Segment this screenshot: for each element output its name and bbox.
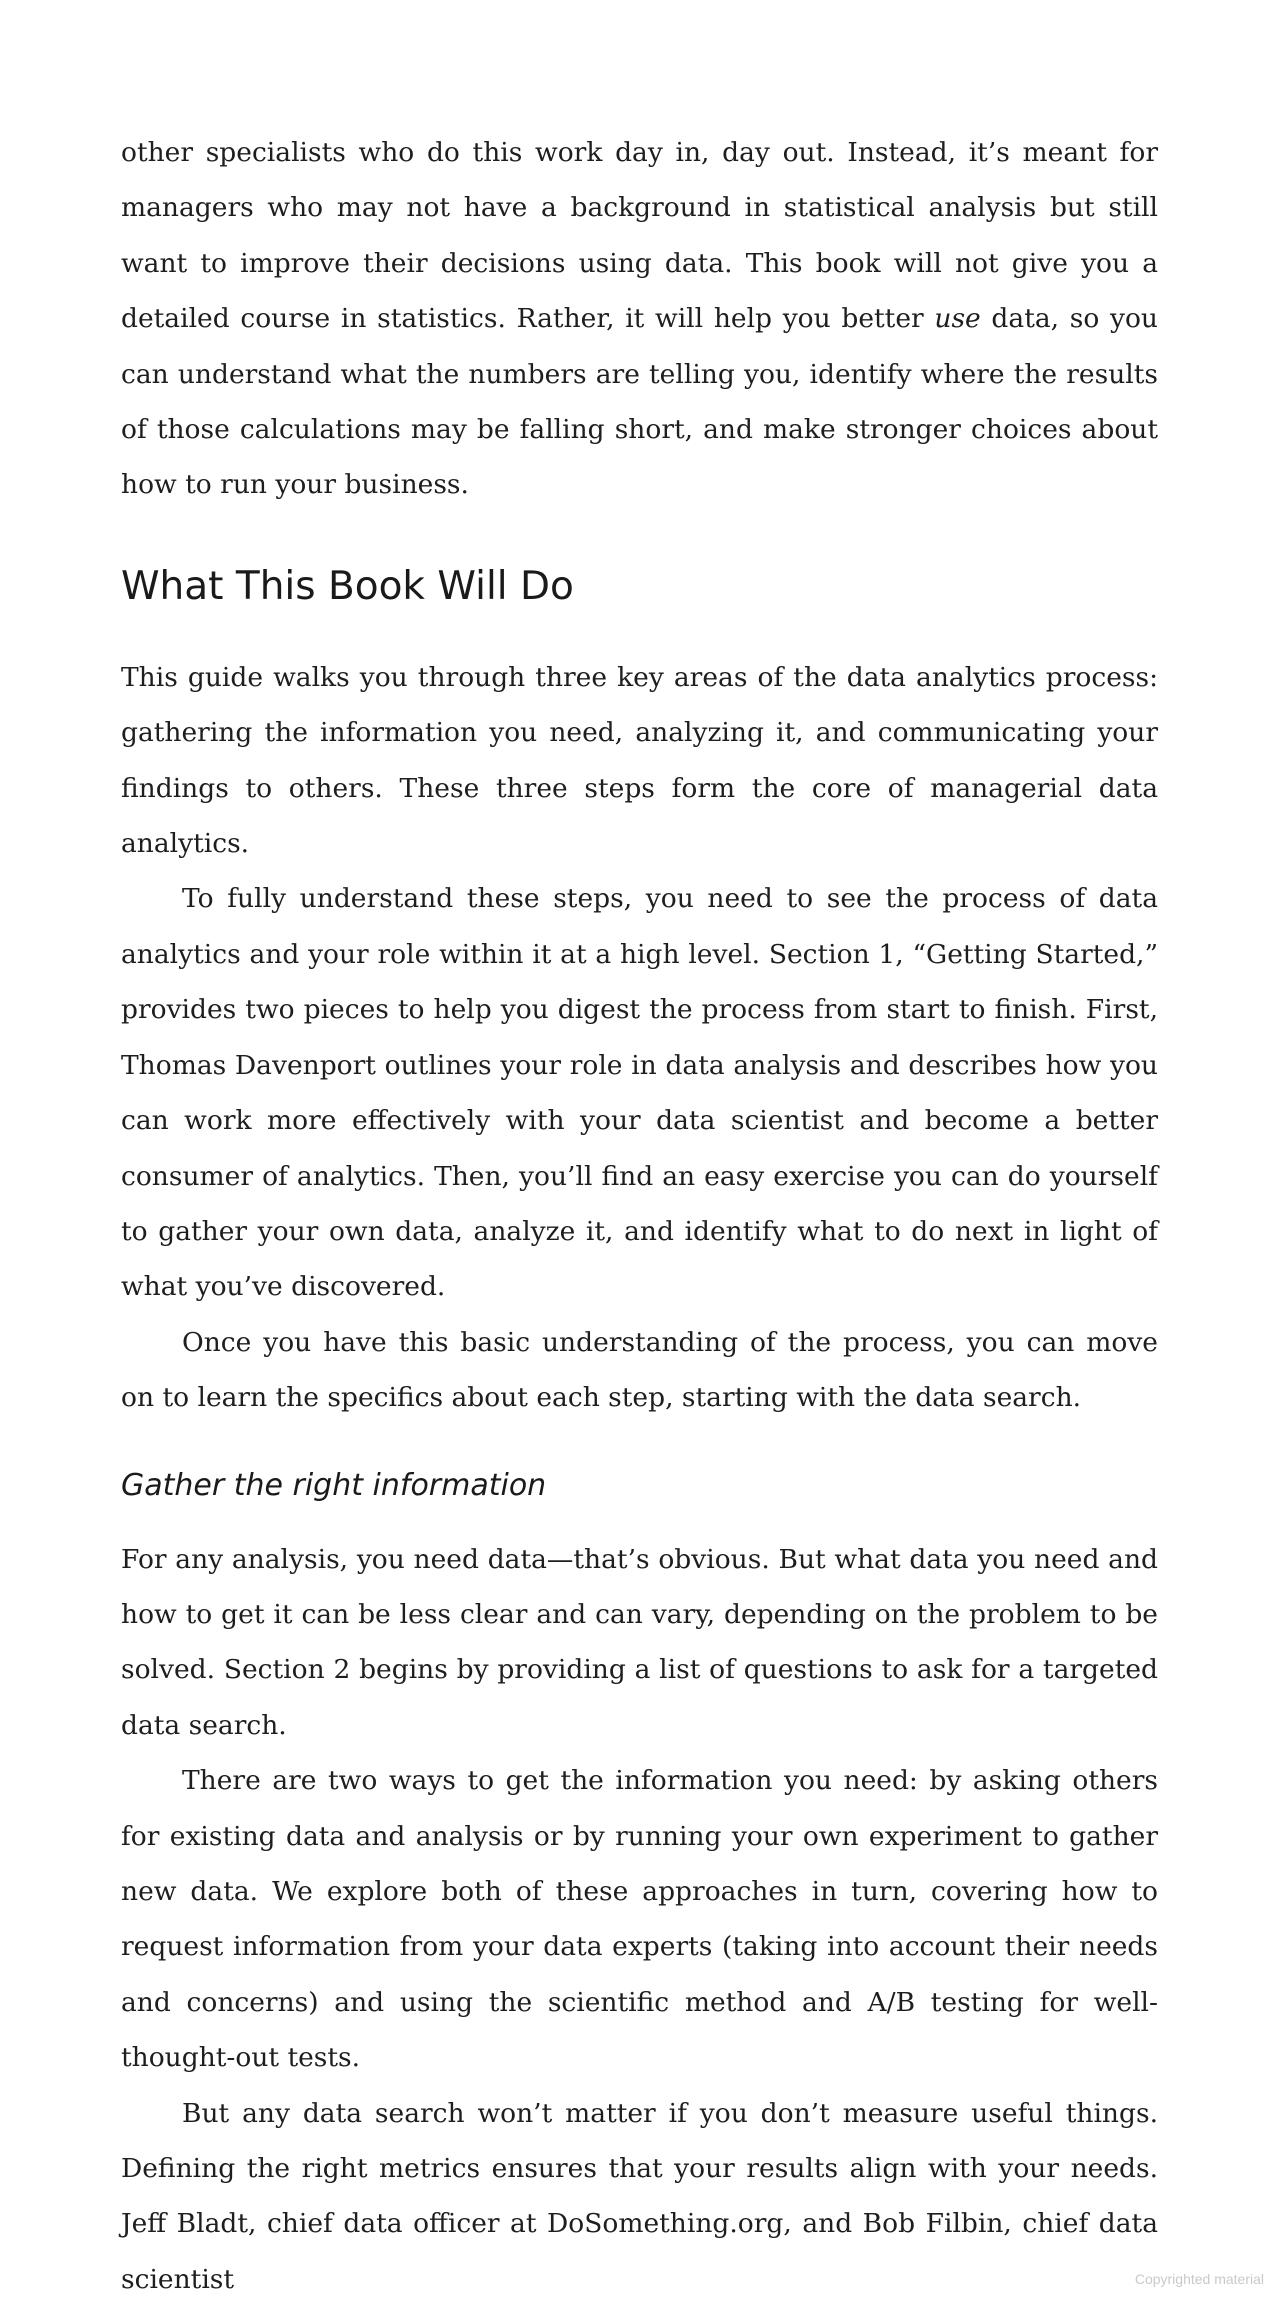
body-paragraph-process: Once you have this basic understanding of the process, you can move on to learn the specifics about each step, starting with the data search. <box>121 1326 1158 1414</box>
body-paragraph-data-needs: For any analysis, you need data—that’s obvious. But what data you need and how to get it can be less clear and can vary, depending on the problem to be solved. Section 2 begins by providing a list of questions to ask for a targeted data search. <box>121 1543 1158 1741</box>
body-paragraph-section1: To fully understand these steps, you need to see the process of data analytics and your role within it at a high level. Section 1, “Getting Started,” provides two pieces to help you digest the process from start to finish. First, Thomas Davenport outlines your role in data analysis and describes how you can work more effectively with your data scientist and become a better consumer of analytics. Then, you’ll find an easy exercise you can do yourself to gather your own data, analyze it, and identify what to do next in light of what you’ve discovered. <box>121 883 1158 1303</box>
intro-emphasis: use <box>934 303 981 335</box>
body-paragraph-metrics: But any data search won’t matter if you don’t measure useful things. Defining the right metrics ensures that your results align with your needs. Jeff Bladt, chief data officer at DoSomething.org, and Bob Filbin, chief data scientist <box>121 2097 1158 2295</box>
section-heading: What This Book Will Do <box>121 563 574 609</box>
intro-text-start: other specialists who do this work day in, day out. Instead, it’s meant for managers who may not have a background in statistical analysis but still want to improve their decisions using data. This book will not give you a detailed course in statistics. Rather, it will help you better <box>121 137 1158 335</box>
subsection-heading: Gather the right information <box>121 1467 547 1503</box>
copyright-watermark: Copyrighted material <box>1134 2271 1264 2287</box>
body-paragraph-two-ways: There are two ways to get the information you need: by asking others for existing data and analysis or by running your own experiment to gather new data. We explore both of these approaches in turn, covering how to request information from your data experts (taking into account their needs and concerns) and using the scientific method and A/B testing for well-thought-out tests. <box>121 1765 1158 2074</box>
body-paragraph-overview: This guide walks you through three key areas of the data analytics process: gathering the information you need, analyzing it, and communicating your findings to others. These three steps form the core of managerial data analytics. <box>121 661 1158 860</box>
book-page <box>121 125 1158 2307</box>
intro-paragraph <box>121 125 1158 513</box>
intro-text-end: data, so you can understand what the numbers are telling you, identify where the results of those calculations may be falling short, and make stronger choices about how to run your business. <box>121 303 1158 501</box>
